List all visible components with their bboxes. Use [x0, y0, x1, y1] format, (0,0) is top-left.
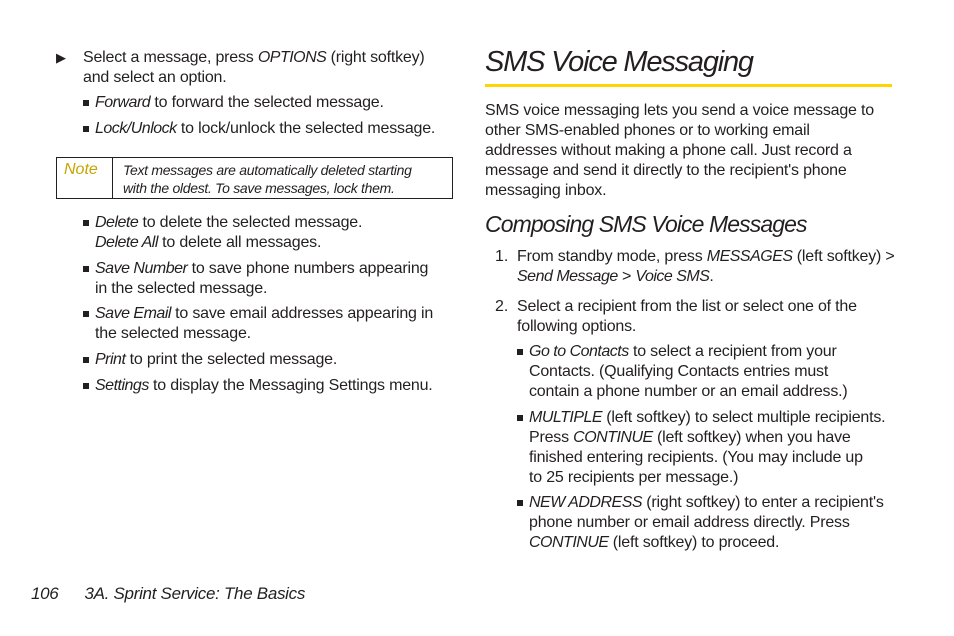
- bullet-text: to lock/unlock the selected message.: [176, 120, 436, 137]
- square-bullet-icon: [517, 349, 523, 355]
- square-bullet-icon: [83, 126, 89, 132]
- options-key: OPTIONS: [257, 49, 327, 66]
- section-heading: Composing SMS Voice Messages: [485, 211, 807, 237]
- square-bullet-icon: [83, 383, 89, 389]
- square-bullet-icon: [83, 100, 89, 106]
- note-box: [56, 157, 453, 199]
- continue-key: CONTINUE: [573, 429, 653, 446]
- bullet-save-number: Save Number to save phone numbers appearing in the selected message.: [83, 259, 428, 299]
- go-to-contacts-key: Go to Contacts: [529, 343, 629, 360]
- section-name: 3A. Sprint Service: The Basics: [84, 584, 306, 603]
- square-bullet-icon: [83, 357, 89, 363]
- step-number: 1.: [495, 248, 509, 265]
- delete-all-key: Delete All: [95, 234, 158, 251]
- square-bullet-icon: [83, 266, 89, 272]
- page-footer: [31, 584, 305, 604]
- new-address-key: NEW ADDRESS: [529, 494, 643, 511]
- step-number: 2.: [495, 298, 509, 315]
- lock-unlock-key: Lock/Unlock: [95, 120, 177, 137]
- settings-key: Settings: [95, 377, 149, 394]
- save-email-key: Save Email: [95, 305, 171, 322]
- bullet-new-address: NEW ADDRESS (right softkey) to enter a recipient's phone number or email address directly. Press CONTINUE (left softkey) to proceed.: [517, 493, 884, 553]
- square-bullet-icon: [83, 220, 89, 226]
- step-text: and select an option.: [83, 69, 227, 86]
- bullet-go-to-contacts: Go to Contacts to select a recipient from your Contacts. (Qualifying Contacts entries must contain a phone number or an email address.): [517, 342, 848, 402]
- step-1: From standby mode, press MESSAGES (left softkey) > Send Message > Voice SMS.: [517, 248, 895, 285]
- bullet-text: to forward the selected message.: [150, 94, 384, 111]
- square-bullet-icon: [517, 415, 523, 421]
- page-number: 106: [31, 584, 59, 603]
- note-label: Note: [57, 158, 113, 198]
- bullet-save-email: Save Email to save email addresses appearing in the selected message.: [83, 304, 433, 344]
- bullet-lock-unlock: [83, 119, 435, 139]
- delete-key: Delete: [95, 214, 139, 231]
- square-bullet-icon: [83, 311, 89, 317]
- step-text: (right softkey): [326, 49, 425, 66]
- bullet-forward: [83, 93, 384, 113]
- title-underline: [485, 84, 892, 87]
- triangle-bullet-icon: ▶: [56, 50, 66, 65]
- forward-key: Forward: [95, 94, 151, 111]
- step-text: Select a message, press: [83, 49, 258, 66]
- messages-key: MESSAGES: [706, 248, 793, 265]
- option-step: [56, 48, 456, 88]
- print-key: Print: [95, 351, 126, 368]
- note-text: Text messages are automatically deleted starting with the oldest. To save messages, lock them.: [123, 162, 412, 196]
- square-bullet-icon: [517, 500, 523, 506]
- bullet-print: Print to print the selected message.: [83, 350, 337, 370]
- bullet-delete: Delete to delete the selected message. Delete All to delete all messages.: [83, 213, 362, 253]
- continue-key: CONTINUE: [529, 534, 609, 551]
- bullet-multiple: MULTIPLE (left softkey) to select multiple recipients. Press CONTINUE (left softkey) when you have finished entering recipients. (You may include up to 25 recipients per message.): [517, 408, 885, 488]
- bullet-settings: Settings to display the Messaging Settings menu.: [83, 376, 433, 396]
- multiple-key: MULTIPLE: [529, 409, 603, 426]
- voice-sms-key: Voice SMS: [635, 268, 710, 285]
- send-message-key: Send Message: [517, 268, 618, 285]
- intro-paragraph: SMS voice messaging lets you send a voice message to other SMS-enabled phones or to working email addresses without making a phone call. Just record a message and send it directly to the recipient's phone messaging inbox.: [485, 102, 874, 199]
- page-title: SMS Voice Messaging: [485, 46, 753, 78]
- step-2: Select a recipient from the list or select one of the following options.: [517, 298, 857, 335]
- save-number-key: Save Number: [95, 260, 188, 277]
